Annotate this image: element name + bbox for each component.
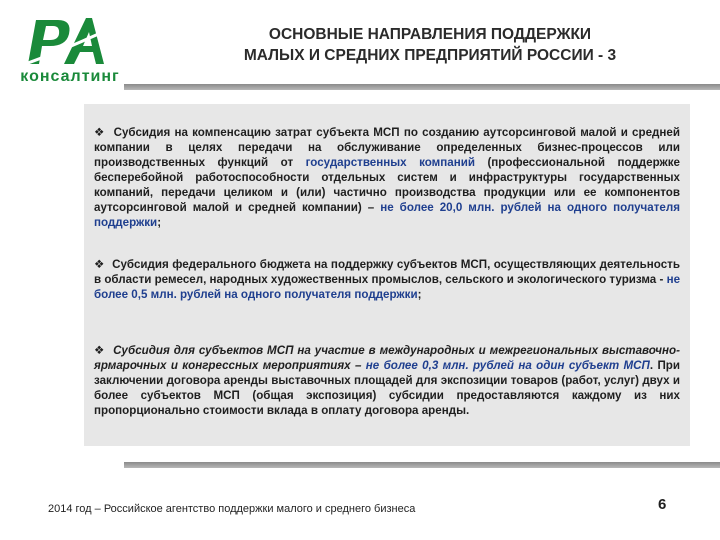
bullet-text: Субсидия федерального бюджета на поддержку субъектов МСП, осуществляющих деятельность в области ремесел, народных художественных промыслов, сельского и экологического туризма - (94, 258, 680, 286)
company-logo (6, 12, 134, 86)
bullet-highlight: не более 0,5 млн. рублей на одного получателя поддержки (94, 273, 681, 301)
bullet-text: . При заключении договора аренды выставочных площадей для экспозиции товаров (работ, услуг) двух и более субъектов МСП (общая экспозиция) субсидии предоставляются каждому из них пропорционально стоимости вклада в оплату договора аренды. (94, 359, 681, 417)
bullet-highlight: государственных компаний (305, 156, 475, 169)
diamond-bullet-icon: ❖ (94, 126, 106, 139)
bullet-text: ; (417, 288, 422, 301)
bullet-item-3 (94, 343, 680, 418)
bullet-highlight: не более 0,3 млн. рублей на один субъект МСП (365, 359, 650, 372)
bullet-text: Субсидия на компенсацию затрат субъекта МСП по созданию аутсорсинговой малой и средней компании в целях передачи на обслуживание определенных бизнес-процессов или производственных функций от (94, 126, 680, 169)
logo-wordmark: консалтинг (6, 68, 134, 86)
footer-divider (124, 462, 720, 468)
page-number: 6 (658, 496, 667, 513)
diamond-bullet-icon: ❖ (94, 344, 106, 357)
diamond-bullet-icon: ❖ (94, 258, 105, 271)
bullet-text: ; (157, 216, 162, 229)
bullet-item-1 (94, 125, 680, 230)
bullet-item-2 (94, 257, 680, 302)
bullet-text: Субсидия для субъектов МСП на участие в международных и межрегиональных выставочно-ярмарочных и конгрессных мероприятиях – (94, 344, 680, 372)
page-title (150, 24, 710, 66)
header-divider (124, 84, 720, 90)
bullet-highlight: не более 20,0 млн. рублей на одного получателя поддержки (94, 201, 680, 229)
logo-mark (6, 12, 134, 72)
bullet-text: (профессиональной поддержке бесперебойной работоспособности отдельных систем и инфраструктуры государственных компаний, передачи целиком и (или) частично производства продукции или ее компонентов аутсорсинговой малой и средней компании) – (94, 156, 680, 214)
title-line-1: ОСНОВНЫЕ НАПРАВЛЕНИЯ ПОДДЕРЖКИ (268, 26, 592, 43)
title-line-2: МАЛЫХ И СРЕДНИХ ПРЕДПРИЯТИЙ РОССИИ - 3 (243, 47, 617, 64)
footer-caption: 2014 год – Российское агентство поддержки малого и среднего бизнеса (48, 503, 416, 515)
